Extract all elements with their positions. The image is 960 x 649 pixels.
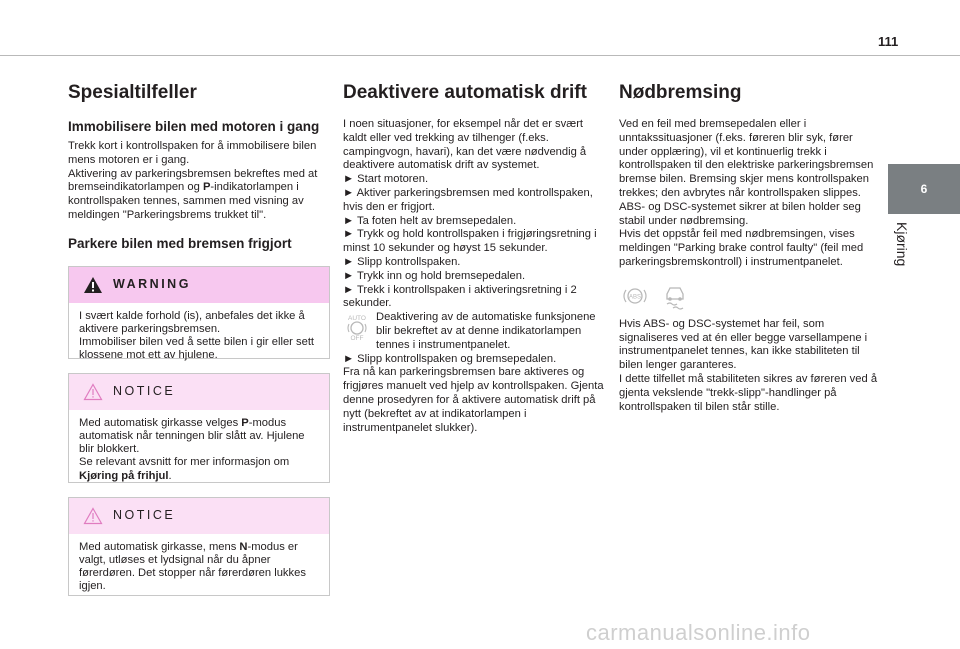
paragraph: Aktivering av parkeringsbremsen bekreftes med at bremseindikatorlampen og P-indikatorlampen i kontrollspaken tennes, sammen med visning av meldingen "Parkeringsbrems trukket til". [68, 167, 318, 221]
step: ► Aktiver parkeringsbremsen med kontrollspaken, hvis den er frigjort. [343, 186, 593, 213]
warning-icon [83, 276, 103, 294]
paragraph: Fra nå kan parkeringsbremsen bare aktiveres og frigjøres manuelt ved hjelp av kontrollspaken. Gjenta denne prosedyren for å aktivere automatisk drift på nytt (bekreftet av at indikatorlampen i instrumentpanelet slukker). [343, 366, 604, 434]
step: ► Trykk inn og hold bremsepedalen. [343, 269, 526, 282]
header-rule [0, 55, 960, 56]
warning-label: WARNING [113, 276, 191, 291]
subsection-heading: Parkere bilen med bremsen frigjort [68, 235, 292, 251]
notice-box [68, 373, 330, 483]
svg-text:AUTO: AUTO [348, 315, 366, 323]
notice-icon [83, 507, 103, 525]
column-right [619, 82, 881, 414]
section-title: Spesialtilfeller [68, 82, 197, 103]
warning-lamp-icons [619, 282, 881, 310]
notice-label: NOTICE [113, 383, 176, 398]
step: ► Ta foten helt av bremsepedalen. [343, 214, 517, 227]
warning-box [68, 266, 330, 362]
paragraph: Hvis ABS- og DSC-systemet har feil, som signaliseres ved at én eller begge varsellampene i instrumentpanelet tennes, kan ikke stabiliteten til bilen lenger garanteres. [619, 317, 868, 372]
paragraph: Hvis det oppstår feil med nødbremsingen, vises meldingen "Parking brake control faulty" (feil med parkeringsbremskontroll) i instrumentpanelet. [619, 228, 864, 268]
paragraph: I noen situasjoner, for eksempel når det er svært kaldt eller ved trekking av tilhenger (f.eks. campingvogn, havari), kan det være nødvendig å deaktivere automatisk drift av systemet. [343, 118, 587, 172]
paragraph: ABS- og DSC-systemet sikrer at bilen holder seg stabil under nødbremsing. [619, 200, 861, 227]
auto-off-icon [343, 313, 371, 341]
warning-body: I svært kalde forhold (is), anbefales det ikke å aktivere parkeringsbremsen. Immobiliser bilen ved å sette bilen i gir eller sett klossene mot ett av hjulene. [79, 309, 315, 362]
subsection-heading: Immobilisere bilen med motoren i gang [68, 119, 320, 134]
paragraph: Ved en feil med bremsepedalen eller i unntakssituasjoner (f.eks. føreren blir syk, fører under opplæring), vil et kontinuerlig trekk i kontrollspaken til den elektriske parkeringsbremsen bremse bilen. Bremsing skjer mens kontrollspaken trekkes; den avbrytes når kontrollspaken slippes. [619, 118, 874, 199]
notice-body: Med automatisk girkasse, mens N-modus er valgt, utløses et lydsignal når du åpner førerdøren. Det stopper når førerdøren lukkes igjen. [79, 540, 306, 593]
column-left [68, 82, 330, 596]
column-middle [343, 82, 605, 435]
paragraph: I dette tilfellet må stabiliteten sikres av føreren ved å gjenta vekslende "trekk-slipp"-handlinger på kontrollspaken til bilen står stille. [619, 372, 878, 413]
svg-text:OFF: OFF [350, 335, 364, 342]
step: ► Start motoren. [343, 173, 429, 186]
step: ► Trekk i kontrollspaken i aktiveringsretning i 2 sekunder. [343, 283, 577, 310]
step: ► Trykk og hold kontrollspaken i frigjøringsretning i minst 10 sekunder og høyst 15 sekunder. [343, 228, 597, 255]
paragraph: AUTO OFF Deaktivering av de automatiske funksjonene blir bekreftet av at denne indikatorlampen tennes i instrumentpanelet. [343, 311, 605, 352]
step: ► Slipp kontrollspaken og bremsepedalen. [343, 352, 557, 365]
warning-header [69, 267, 329, 303]
notice-header [69, 498, 329, 534]
abs-warning-icon [619, 284, 651, 308]
paragraph: Trekk kort i kontrollspaken for å immobilisere bilen mens motoren er i gang. [68, 140, 317, 166]
section-title: Deaktivere automatisk drift [343, 82, 587, 103]
watermark: carmanualsonline.info [586, 620, 811, 645]
step: ► Slipp kontrollspaken. [343, 255, 461, 268]
page-number: 111 [878, 34, 899, 49]
notice-header [69, 374, 329, 410]
notice-icon [83, 383, 103, 401]
notice-box [68, 497, 330, 596]
notice-label: NOTICE [113, 507, 176, 522]
chapter-title: Kjøring [894, 222, 910, 267]
dsc-skid-icon [661, 282, 689, 310]
svg-text:ABS: ABS [628, 294, 642, 301]
chapter-number: 6 [920, 182, 928, 196]
section-title: Nødbremsing [619, 82, 742, 103]
chapter-tab[interactable] [888, 164, 960, 214]
notice-body: Med automatisk girkasse velges P-modus automatisk når tenningen blir slått av. Hjulene blir blokkert. Se relevant avsnitt for mer informasjon om Kjøring på frihjul. [79, 416, 305, 482]
